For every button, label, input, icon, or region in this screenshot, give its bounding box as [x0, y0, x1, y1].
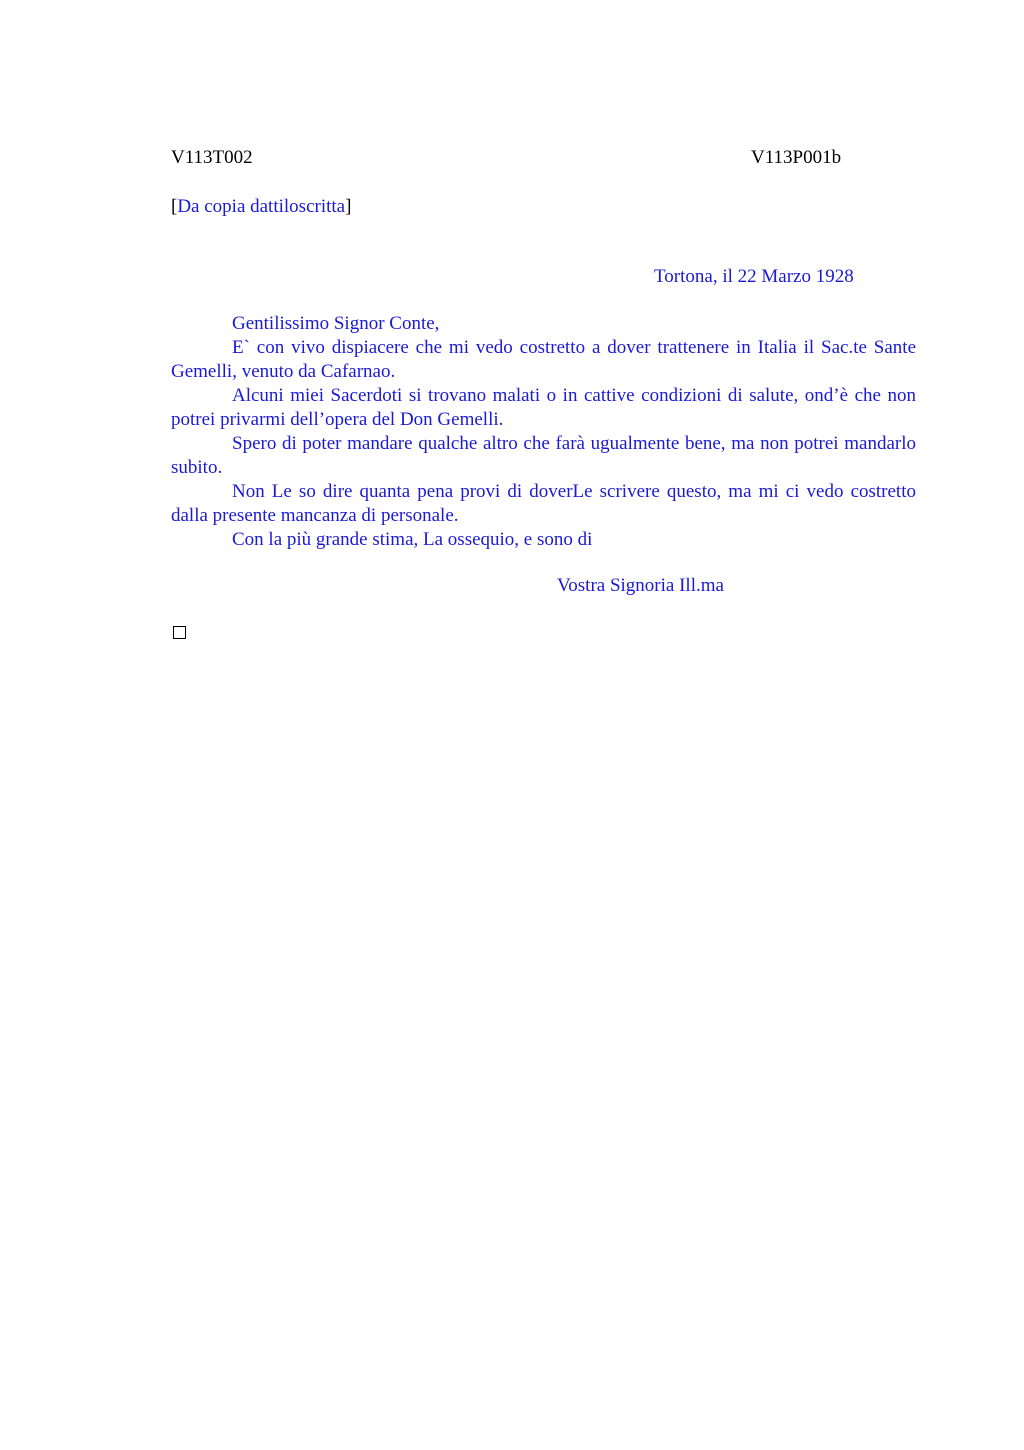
document-code-left: V113T002 — [171, 147, 253, 168]
source-note-close-bracket: ] — [345, 196, 352, 217]
letter-salutation: Gentilissimo Signor Conte, — [232, 313, 440, 334]
letter-body — [171, 312, 916, 552]
letter-dateline: Tortona, il 22 Marzo 1928 — [654, 266, 854, 287]
source-note — [171, 195, 351, 219]
letter-paragraph: Con la più grande stima, La ossequio, e sono di — [232, 529, 593, 550]
letter-paragraph: Alcuni miei Sacerdoti si trovano malati o in cattive condizioni di salute, ond’è che non potrei privarmi dell’opera del Don Gemelli. — [171, 385, 916, 430]
letter-paragraph: Non Le so dire quanta pena provi di doverLe scrivere questo, ma mi ci vedo costretto dalla presente mancanza di personale. — [171, 481, 916, 526]
source-note-text: Da copia dattiloscritta — [177, 196, 346, 217]
end-of-document-box-icon — [173, 626, 186, 639]
letter-paragraph: E` con vivo dispiacere che mi vedo costretto a dover trattenere in Italia il Sac.te Sante Gemelli, venuto da Cafarnao. — [171, 337, 916, 382]
document-code-right: V113P001b — [751, 147, 842, 168]
source-note-open-bracket: [ — [171, 196, 178, 217]
letter-closing: Vostra Signoria Ill.ma — [557, 575, 724, 596]
letter-paragraph: Spero di poter mandare qualche altro che farà ugualmente bene, ma non potrei mandarlo subito. — [171, 433, 916, 478]
